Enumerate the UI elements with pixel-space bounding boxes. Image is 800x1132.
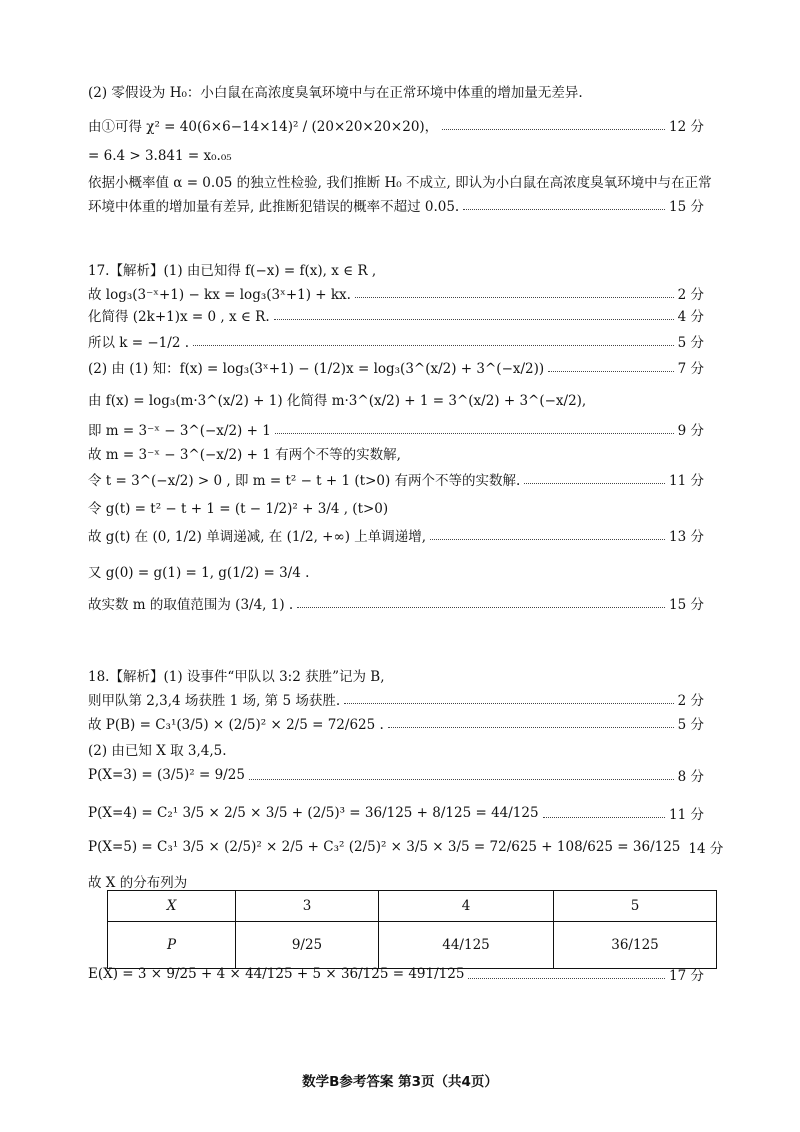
dot-leader: [355, 296, 674, 298]
solution-line: [88, 764, 704, 786]
table-cell: 5: [554, 891, 717, 922]
line-text: 17.【解析】(1) 由已知得 f(−x) = f(x), x ∈ R ,: [88, 263, 377, 279]
line-text: P(X=5) = C₃¹ 3/5 × (2/5)² × 2/5 + C₃² (2/5)² × 3/5 × 3/5 = 72/625 + 108/625 = 36/125: [88, 839, 681, 855]
solution-line: [88, 282, 704, 304]
line-text: 所以 k = −1/2 .: [88, 335, 189, 351]
line-text: E(X) = 3 × 9/25 + 4 × 44/125 + 5 × 36/125 = 491/125: [88, 966, 465, 982]
dot-leader: [193, 344, 674, 346]
dot-leader: [388, 726, 674, 728]
line-text: 依据小概率值 α = 0.05 的独立性检验, 我们推断 H₀ 不成立, 即认为小白鼠在高浓度臭氧环境中与在正常: [88, 175, 712, 191]
line-text: 故 X 的分布列为: [88, 875, 188, 891]
score-label: 2 分: [677, 287, 704, 303]
line-text: 由 f(x) = log₃(m·3^(x/2) + 1) 化简得 m·3^(x/2) + 1 = 3^(x/2) + 3^(−x/2),: [88, 393, 587, 409]
score-label: 17 分: [669, 968, 704, 984]
solution-line: [88, 664, 704, 686]
score-label: 11 分: [669, 473, 704, 489]
line-text: = 6.4 > 3.841 = x₀.₀₅: [88, 148, 232, 164]
dot-leader: [548, 370, 673, 372]
line-text: 故 m = 3⁻ˣ − 3^(−x/2) + 1 有两个不等的实数解,: [88, 447, 401, 463]
solution-line: [88, 870, 704, 892]
solution-line: [88, 496, 704, 518]
line-text: (2) 零假设为 H₀：小白鼠在高浓度臭氧环境中与在正常环境中体重的增加量无差异.: [88, 85, 583, 101]
solution-line: [88, 688, 704, 710]
dot-leader: [543, 816, 665, 818]
table-header-row: [108, 891, 717, 922]
table-cell: X: [108, 891, 236, 922]
table-cell: 4: [379, 891, 554, 922]
line-text: 即 m = 3⁻ˣ − 3^(−x/2) + 1: [88, 423, 271, 439]
score-label: 14 分: [688, 841, 724, 857]
score-label: 4 分: [677, 309, 704, 325]
dot-leader: [468, 977, 665, 979]
score-label: 15 分: [669, 597, 704, 613]
line-text: 由①可得 χ² = 40(6×6−14×14)² / (20×20×20×20)，: [88, 119, 439, 135]
solution-line: [88, 388, 704, 410]
line-text: 令 t = 3^(−x/2) > 0 , 即 m = t² − t + 1 (t>0) 有两个不等的实数解.: [88, 473, 521, 489]
solution-line: [88, 738, 704, 760]
score-label: 13 分: [669, 529, 704, 545]
score-label: 5 分: [677, 717, 704, 733]
table-cell: 9/25: [236, 922, 379, 969]
dot-leader: [275, 432, 674, 434]
line-text: 则甲队第 2,3,4 场获胜 1 场, 第 5 场获胜.: [88, 693, 341, 709]
line-text: 故 P(B) = C₃¹(3/5) × (2/5)² × 2/5 = 72/625 .: [88, 717, 384, 733]
dot-leader: [297, 606, 665, 608]
line-text: 故实数 m 的取值范围为 (3/4, 1) .: [88, 597, 294, 613]
table-cell: P: [108, 922, 236, 969]
dot-leader: [430, 538, 665, 540]
line-text: 故 g(t) 在 (0, 1/2) 单调递减, 在 (1/2, +∞) 上单调递增,: [88, 529, 427, 545]
solution-line: [88, 592, 704, 614]
score-label: 15 分: [669, 199, 704, 215]
distribution-table: [107, 890, 717, 969]
line-text: (2) 由 (1) 知：f(x) = log₃(3ˣ+1) − (1/2)x = log₃(3^(x/2) + 3^(−x/2)): [88, 361, 545, 377]
line-text: P(X=4) = C₂¹ 3/5 × 2/5 × 3/5 + (2/5)³ = 36/125 + 8/125 = 44/125: [88, 805, 539, 821]
line-text: 又 g(0) = g(1) = 1, g(1/2) = 3/4 .: [88, 565, 310, 581]
line-text: 故 log₃(3⁻ˣ+1) − kx = log₃(3ˣ+1) + kx.: [88, 287, 351, 303]
solution-line: [88, 356, 704, 378]
table-row: [108, 922, 717, 969]
score-label: 5 分: [677, 335, 704, 351]
solution-line: [88, 560, 704, 582]
page-footer: 数学B参考答案 第3页（共4页）: [302, 1074, 498, 1090]
solution-line: [88, 114, 704, 136]
dot-leader: [442, 128, 665, 130]
solution-line: [88, 258, 704, 280]
line-text: 环境中体重的增加量有差异, 此推断犯错误的概率不超过 0.05.: [88, 199, 460, 215]
solution-line: [88, 442, 704, 464]
solution-line: [88, 145, 704, 167]
score-label: 7 分: [677, 361, 704, 377]
score-label: 12 分: [669, 119, 704, 135]
solution-line: [88, 194, 704, 216]
solution-line: [88, 836, 724, 858]
line-text: P(X=3) = (3/5)² = 9/25: [88, 767, 245, 783]
dot-leader: [524, 482, 665, 484]
solution-line: [88, 304, 704, 326]
line-text: 化简得 (2k+1)x = 0 , x ∈ R.: [88, 309, 270, 325]
solution-line: [88, 80, 704, 102]
line-text: 令 g(t) = t² − t + 1 = (t − 1/2)² + 3/4 , (t>0): [88, 501, 389, 517]
line-text: (2) 由已知 X 取 3,4,5.: [88, 743, 227, 759]
solution-line: [88, 802, 704, 824]
table-cell: 36/125: [554, 922, 717, 969]
solution-line: [88, 330, 704, 352]
solution-line: [88, 468, 704, 490]
expectation-line: [88, 963, 704, 985]
table-cell: 44/125: [379, 922, 554, 969]
solution-line: [88, 712, 704, 734]
score-label: 11 分: [669, 807, 704, 823]
score-label: 2 分: [677, 693, 704, 709]
dot-leader: [249, 778, 674, 780]
table-cell: 3: [236, 891, 379, 922]
dot-leader: [274, 318, 674, 320]
score-label: 8 分: [677, 769, 704, 785]
solution-line: [88, 170, 712, 192]
line-text: 18.【解析】(1) 设事件“甲队以 3:2 获胜”记为 B,: [88, 669, 385, 685]
solution-line: [88, 418, 704, 440]
score-label: 9 分: [677, 423, 704, 439]
dot-leader: [344, 702, 673, 704]
solution-line: [88, 524, 704, 546]
dot-leader: [463, 208, 665, 210]
